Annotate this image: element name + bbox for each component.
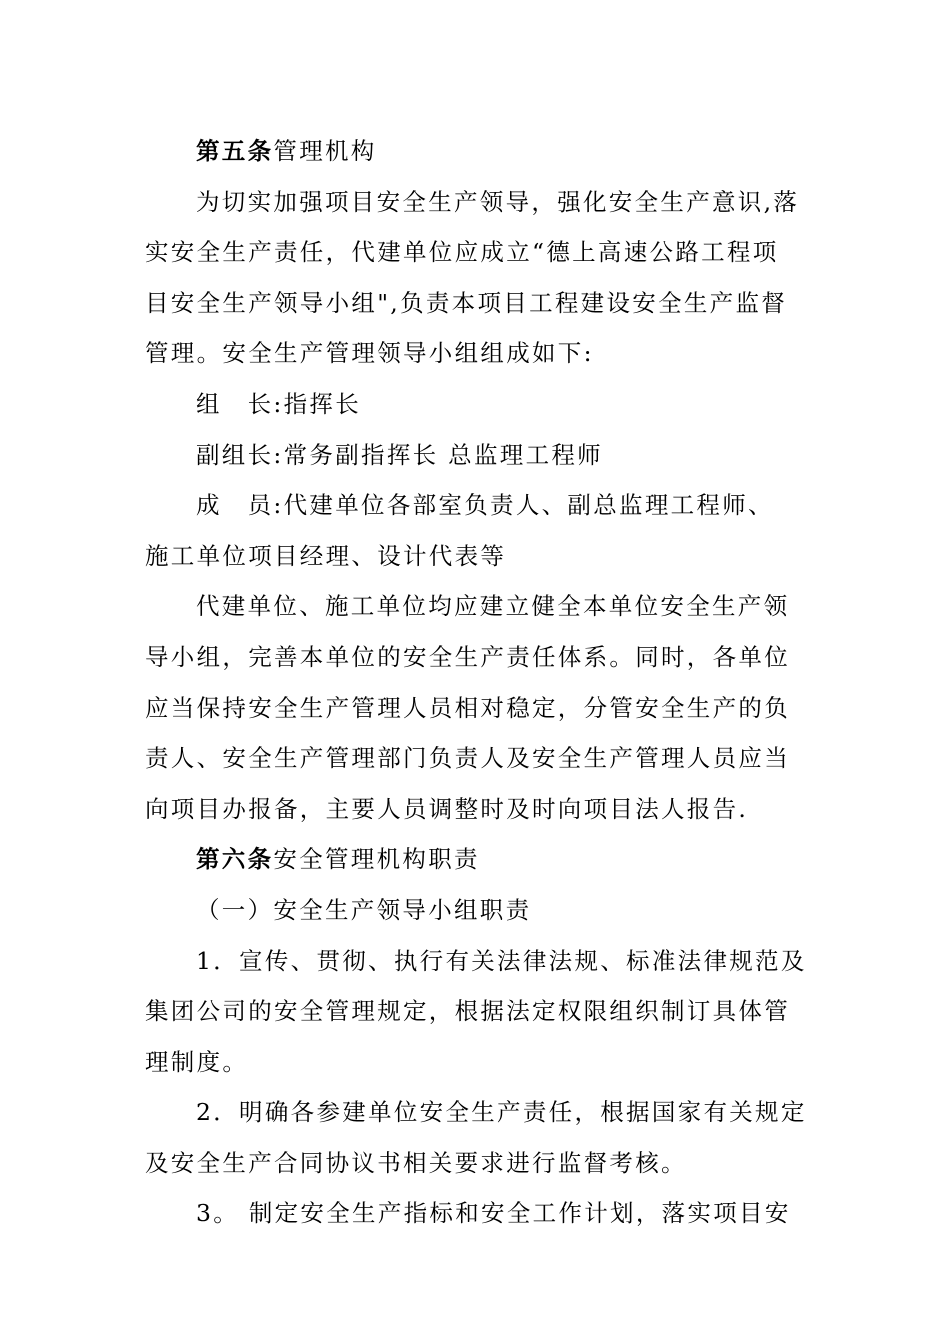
list-item-line: 1．宣传、贯彻、执行有关法律法规、标准法律规范及 bbox=[196, 946, 807, 975]
paragraph-line: 实安全生产责任，代建单位应成立“德上高速公路工程项 bbox=[145, 238, 779, 267]
paragraph-line: 应当保持安全生产管理人员相对稳定，分管安全生产的负 bbox=[145, 693, 790, 722]
paragraph-line: 责人、安全生产管理部门负责人及安全生产管理人员应当 bbox=[145, 744, 790, 773]
article-5-title: 管理机构 bbox=[273, 137, 377, 165]
member-line-members: 成 员:代建单位各部室负责人、副总监理工程师、 bbox=[196, 491, 774, 520]
member-line-leader: 组 长:指挥长 bbox=[196, 389, 362, 418]
article-5-number: 第五条 bbox=[196, 137, 274, 165]
paragraph-line: 为切实加强项目安全生产领导，强化安全生产意识,落 bbox=[196, 187, 800, 216]
list-item-line: 及安全生产合同协议书相关要求进行监督考核。 bbox=[145, 1148, 687, 1177]
article-6-number: 第六条 bbox=[196, 845, 274, 874]
paragraph-line: 向项目办报备，主要人员调整时及时向项目法人报告. bbox=[145, 794, 749, 823]
paragraph-line: 管理。安全生产管理领导小组组成如下: bbox=[145, 339, 594, 368]
list-item-line: 3。 制定安全生产指标和安全工作计划，落实项目安 bbox=[196, 1199, 791, 1228]
paragraph-line: 施工单位项目经理、设计代表等 bbox=[145, 541, 507, 570]
section-heading: （一）安全生产领导小组职责 bbox=[196, 895, 532, 924]
list-item-line: 2．明确各参建单位安全生产责任，根据国家有关规定 bbox=[196, 1098, 807, 1127]
list-item-line: 理制度。 bbox=[145, 1047, 249, 1076]
document-page bbox=[145, 126, 807, 1239]
article-6-heading bbox=[145, 834, 807, 885]
list-item-line: 集团公司的安全管理规定，根据法定权限组织制订具体管 bbox=[145, 997, 790, 1026]
member-line-deputy: 副组长:常务副指挥长 总监理工程师 bbox=[196, 440, 603, 469]
article-5-heading bbox=[145, 126, 807, 177]
paragraph-line: 导小组，完善本单位的安全生产责任体系。同时，各单位 bbox=[145, 642, 790, 671]
article-6-title: 安全管理机构职责 bbox=[273, 845, 480, 874]
paragraph-line: 目安全生产领导小组",负责本项目工程建设安全生产监督 bbox=[145, 288, 788, 317]
paragraph-line: 代建单位、施工单位均应建立健全本单位安全生产领 bbox=[196, 592, 790, 621]
